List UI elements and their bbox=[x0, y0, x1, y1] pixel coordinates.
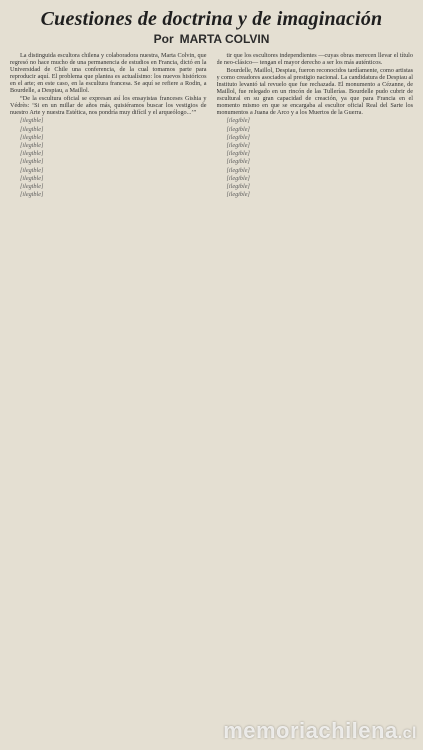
byline-prefix: Por bbox=[153, 32, 174, 46]
article-paragraph: [ilegible] bbox=[20, 174, 44, 182]
article-paragraph: [ilegible] bbox=[20, 133, 44, 141]
article-header bbox=[10, 6, 413, 46]
article-paragraph: [ilegible] bbox=[20, 166, 44, 174]
article-title: Cuestiones de doctrina y de imaginación bbox=[40, 8, 383, 30]
article-paragraph: La distinguida escultora chilena y colaboradora nuestra, Marta Colvin, que regresó no hace mucho de una permanencia de estudios en Francia, dictó en la Universidad de Chile una conferencia, de la cual tomamos parte para reproducir aquí. El problema que plantea es actualísimo: los nuevos históricos en el arte; en este caso, en la escultura francesa. Se aquí se refiere a Rodin, a Bourdelle, a Despiau, a Maillol. bbox=[10, 52, 207, 94]
article-paragraph: [ilegible] bbox=[20, 125, 44, 133]
article-paragraph: [ilegible] bbox=[226, 141, 250, 149]
article-paragraph: [ilegible] bbox=[226, 191, 250, 199]
watermark-name: memoriachilena bbox=[223, 718, 398, 743]
article-body bbox=[10, 52, 413, 742]
article-paragraph: Bourdelle, Maillol, Despiau, fueron reconocidos tardíamente, como artistas y como creadores asociados al prestigio nacional. La candidatura de Despiau al Instituto levantó tal revuelo que fue rechazada. El monumento a Cézanne, de Maillol, fue relegado en un rincón de las Tullerías. Bourdelle pudo cubrir de escultural en su gran capacidad de creación, ya que para Francia en el momento mismo en que se encargaba al escultor oficial Real del Sarte los monumentos a Juana de Arco y a los Muertos de la Guerra. bbox=[216, 67, 413, 117]
article-paragraph: [ilegible] bbox=[20, 117, 44, 125]
article-paragraph: [ilegible] bbox=[226, 182, 250, 190]
article-paragraph: [ilegible] bbox=[226, 125, 250, 133]
article-paragraph: [ilegible] bbox=[20, 158, 44, 166]
article-paragraph: [ilegible] bbox=[226, 117, 250, 125]
text-column-left bbox=[10, 52, 207, 742]
article-paragraph: [ilegible] bbox=[226, 158, 250, 166]
article-paragraph: [ilegible] bbox=[226, 150, 250, 158]
article-paragraph: [ilegible] bbox=[226, 166, 250, 174]
article-paragraph: [ilegible] bbox=[20, 182, 44, 190]
article-paragraph: [ilegible] bbox=[226, 133, 250, 141]
article-paragraph: [ilegible] bbox=[226, 174, 250, 182]
article-paragraph: tir que los escultores independientes —cuyas obras merecen llevar el título de neo-clásico— tengan el mayor derecho a ser los más auténticos. bbox=[216, 52, 413, 66]
author-name: MARTA COLVIN bbox=[179, 32, 270, 46]
article-paragraph: [ilegible] bbox=[20, 141, 44, 149]
text-column-right bbox=[217, 52, 414, 742]
memoriachilena-watermark bbox=[223, 718, 417, 744]
byline bbox=[10, 32, 413, 46]
article-paragraph: [ilegible] bbox=[20, 150, 44, 158]
watermark-tld: .cl bbox=[397, 725, 417, 742]
article-paragraph: “De la escultura oficial se expresan así los ensayistas franceses Gishia y Védrès: ‘Si en un millar de años más, quisiéramos buscar los vestigios de nuestro Arte y nuestra Estética, nos pondría muy difícil y el arqueólogo...’” bbox=[10, 95, 207, 117]
article-paragraph: [ilegible] bbox=[20, 191, 44, 199]
